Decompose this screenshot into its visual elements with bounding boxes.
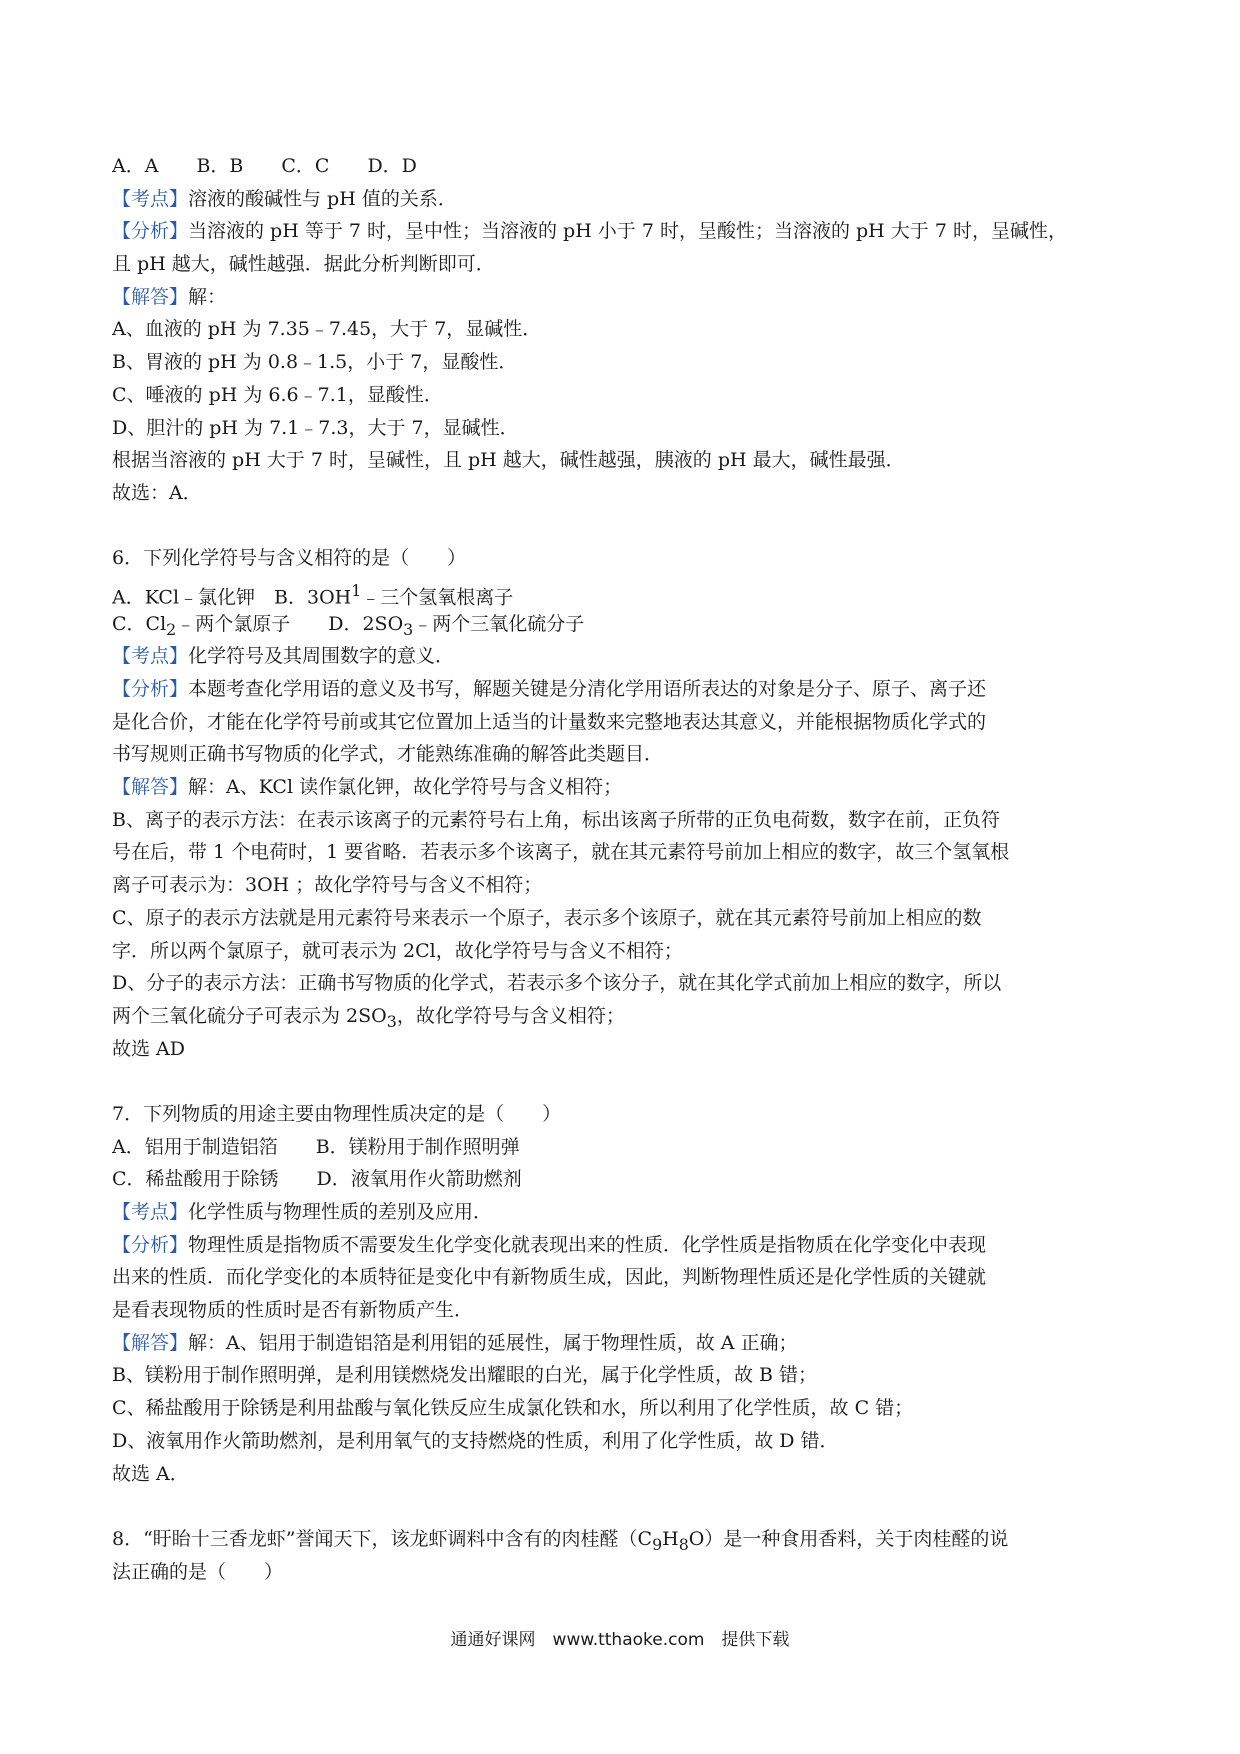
subscript: 3	[386, 1011, 397, 1031]
fenxi-text: 本题考查化学用语的意义及书写，解题关键是分清化学用语所表达的对象是分子、原子、离子还	[188, 678, 987, 700]
text-line: C、稀盐酸用于除锈是利用盐酸与氧化铁反应生成氯化铁和水，所以利用了化学性质，故 C 错；	[112, 1397, 914, 1420]
text-line: 且 pH 越大，碱性越强．据此分析判断即可．	[112, 253, 495, 276]
text-line: D、液氧用作火箭助燃剂，是利用氧气的支持燃烧的性质，利用了化学性质，故 D 错．	[112, 1429, 839, 1452]
kaodian-text: 化学性质与物理性质的差别及应用．	[188, 1201, 493, 1223]
text-line: B、胃液的 pH 为 0.8﹣1.5，小于 7，显酸性．	[112, 351, 518, 374]
q7-answer: 故选 A．	[112, 1462, 189, 1485]
q6-jieda	[112, 771, 1132, 804]
text-line: 出来的性质．而化学变化的本质特征是变化中有新物质生成，因此，判断物理性质还是化学性质的关键就	[112, 1266, 987, 1289]
fenxi-text: 当溶液的 pH 等于 7 时，呈中性；当溶液的 pH 小于 7 时，呈酸性；当溶液的 pH 大于 7 时，呈碱性，	[188, 220, 1067, 243]
text-line: D、分子的表示方法：正确书写物质的化学式，若表示多个该分子，就在其化学式前加上相应的数字，所以	[112, 972, 1002, 995]
q5-kaodian	[112, 183, 1132, 216]
jieda-tag: 【解答】	[112, 1331, 189, 1354]
q7-options-ab: A．铝用于制造铝箔 B．镁粉用于制作照明弹	[112, 1135, 520, 1158]
kaodian-tag: 【考点】	[112, 645, 189, 668]
q6-option-d: ﹣两个氯原子 D．2SO	[176, 612, 404, 635]
kaodian-text: 溶液的酸碱性与 pH 值的关系．	[188, 187, 457, 210]
q5-fenxi	[112, 215, 1132, 248]
q8-stem-line2: 法正确的是（ ）	[112, 1560, 284, 1583]
q7-stem: 7．下列物质的用途主要由物理性质决定的是（ ）	[112, 1102, 562, 1125]
text-line: 是看表现物质的性质时是否有新物质产生．	[112, 1299, 474, 1322]
jieda-text: 解：	[188, 285, 227, 308]
q5-answer: 故选：A．	[112, 481, 202, 504]
fenxi-tag: 【分析】	[112, 1233, 189, 1256]
text-line: 字．所以两个氯原子，就可表示为 2Cl，故化学符号与含义不相符；	[112, 939, 683, 962]
jieda-tag: 【解答】	[112, 285, 189, 308]
q7-fenxi	[112, 1229, 1132, 1262]
q6-fenxi	[112, 673, 1132, 706]
q5-jieda	[112, 281, 1132, 314]
text-line	[112, 1000, 1132, 1033]
page-footer: 通通好课网 www.tthaoke.com 提供下载	[450, 1630, 790, 1650]
subscript: 3	[403, 619, 414, 639]
text-line: C、唾液的 pH 为 6.6﹣7.1，显酸性．	[112, 383, 443, 406]
q7-jieda	[112, 1327, 1132, 1360]
text-fragment: H	[662, 1527, 679, 1550]
q5-options: A．A B．B C．C D．D	[112, 155, 417, 177]
q6-stem: 6．下列化学符号与含义相符的是（ ）	[112, 547, 467, 570]
text-line: B、镁粉用于制作照明弹，是利用镁燃烧发出耀眼的白光，属于化学性质，故 B 错；	[112, 1364, 818, 1387]
q7-kaodian	[112, 1196, 1132, 1229]
jieda-text: 解：A、铝用于制造铝箔是利用铝的延展性，属于物理性质，故 A 正确；	[188, 1331, 798, 1354]
subscript: 9	[652, 1534, 663, 1554]
q6-answer: 故选 AD	[112, 1037, 185, 1060]
fenxi-text: 物理性质是指物质不需要发生化学变化就表现出来的性质．化学性质是指物质在化学变化中表现	[188, 1233, 987, 1256]
text-line: A、血液的 pH 为 7.35﹣7.45，大于 7，显碱性．	[112, 318, 542, 341]
fenxi-tag: 【分析】	[112, 678, 189, 700]
kaodian-tag: 【考点】	[112, 187, 189, 210]
jieda-text: 解：A、KCl 读作氯化钾，故化学符号与含义相符；	[188, 776, 623, 799]
fenxi-tag: 【分析】	[112, 220, 189, 243]
text-line: D、胆汁的 pH 为 7.1﹣7.3，大于 7，显碱性．	[112, 416, 519, 439]
q6-option-b: ﹣三个氢氧根离子	[361, 586, 514, 608]
q6-kaodian	[112, 640, 1132, 673]
q8-stem	[112, 1523, 1132, 1556]
text-line: 书写规则正确书写物质的化学式，才能熟练准确的解答此类题目．	[112, 743, 664, 766]
q7-options-cd: C．稀盐酸用于除锈 D．液氧用作火箭助燃剂	[112, 1168, 522, 1191]
spacer	[112, 1065, 1132, 1098]
text-fragment: ，故化学符号与含义相符；	[396, 1004, 625, 1027]
text-line: 根据当溶液的 pH 大于 7 时，呈碱性，且 pH 越大，碱性越强，胰液的 pH 最大，碱性最强．	[112, 449, 905, 472]
q6-option-d-rest: ﹣两个三氧化硫分子	[413, 612, 585, 635]
text-fragment: O）是一种食用香料，关于肉桂醛的说	[688, 1527, 1009, 1550]
page-content	[112, 150, 1132, 1588]
superscript: 1	[351, 580, 362, 600]
kaodian-tag: 【考点】	[112, 1201, 189, 1223]
jieda-tag: 【解答】	[112, 776, 189, 799]
text-line: B、离子的表示方法：在表示该离子的元素符号右上角，标出该离子所带的正负电荷数，数字在前，正负符	[112, 808, 1000, 831]
text-line: 是化合价，才能在化学符号前或其它位置加上适当的计量数来完整地表达其意义，并能根据物质化学式的	[112, 710, 987, 733]
kaodian-text: 化学符号及其周围数字的意义．	[188, 645, 455, 668]
text-fragment: 两个三氧化硫分子可表示为 2SO	[112, 1004, 387, 1027]
subscript: 2	[166, 619, 177, 639]
subscript: 8	[678, 1534, 689, 1554]
spacer	[112, 510, 1132, 543]
text-line: 离子可表示为：3OH ；故化学符号与含义不相符；	[112, 874, 543, 897]
q6-option-a: A．KCl﹣氯化钾 B．3OH	[112, 586, 352, 608]
spacer	[112, 1490, 1132, 1523]
q6-option-c: C．Cl	[112, 612, 167, 635]
text-line: 号在后，带 1 个电荷时，1 要省略．若表示多个该离子，就在其元素符号前加上相应的数字，故三个氢氧根	[112, 841, 1010, 864]
text-line: C、原子的表示方法就是用元素符号来表示一个原子，表示多个该原子，就在其元素符号前加上相应的数	[112, 906, 982, 929]
text-fragment: 8．“盱眙十三香龙虾”誉闻天下，该龙虾调料中含有的肉桂醛（C	[112, 1527, 653, 1550]
q6-options-ab	[112, 575, 1132, 608]
q6-options-cd	[112, 608, 1132, 641]
